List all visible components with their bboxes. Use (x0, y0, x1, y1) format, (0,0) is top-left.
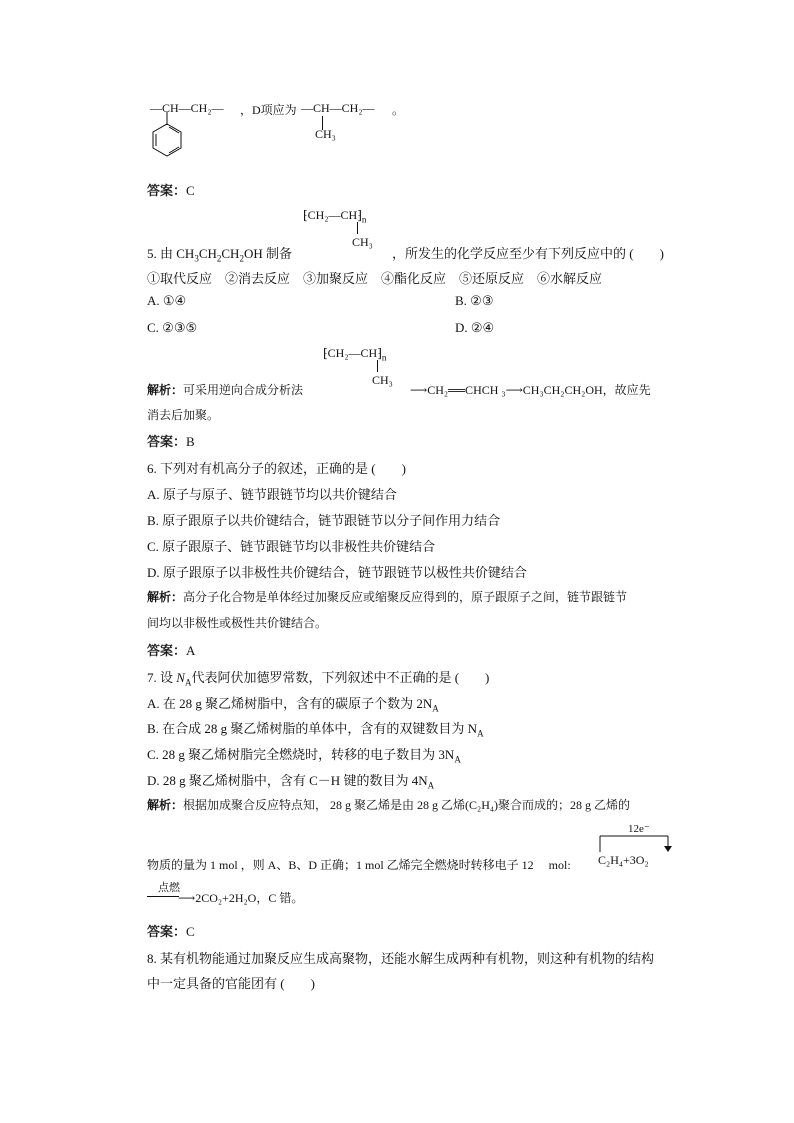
q5-analysis-line1: 解析：可采用逆向合成分析法 (147, 383, 304, 397)
q6-option-a: A. 原子与原子、链节跟链节均以共价键结合 (147, 487, 397, 502)
answer-value: C (186, 183, 195, 198)
q7-option-d: D. 28 g 聚乙烯树脂中，含有 C－H 键的数目为 $4N_A$ (147, 773, 435, 791)
q7-option-a: A. 在 28 g 聚乙烯树脂中，含有的碳原子个数为 $2N_A$ (147, 696, 439, 714)
top-ch3: CH₃ (315, 127, 336, 141)
answer-q7 (147, 921, 195, 940)
q7-analysis-line2: 物质的量为 1 mol ，则 A、B、D 正确；1 mol 乙烯完全燃烧时转移电子 12 mol: (147, 858, 571, 872)
q5-option-a: A. ①④ (147, 293, 187, 308)
answer-top (147, 180, 195, 199)
q6-stem: 6. 下列对有机高分子的叙述，正确的是 ( ) (147, 461, 406, 476)
q7-analysis-line1: 解析：根据加成聚合反应特点知， 28 g 聚乙烯是由 28 g 乙烯(C₂H₄)聚合而成的；28 g 乙烯的 (147, 798, 631, 812)
q6-analysis-line2: 间均以非极性或极性共价键结合。 (147, 616, 328, 630)
q7-equation-left: C₂H₄+3O₂ (598, 853, 649, 867)
q5-option-d: D. ②④ (455, 320, 495, 335)
answer-q5 (147, 431, 195, 450)
q8-stem-line1: 8. 某有机物能通过加聚反应生成高聚物，还能水解生成两种有机物，则这种有机物的结构 (147, 951, 655, 966)
q5-jx-polymer-ch3: CH₃ (372, 373, 393, 387)
q6-option-c: C. 原子跟原子、链节跟链节均以非极性共价键结合 (147, 539, 436, 554)
q8-stem-line2: 中一定具备的官能团有 ( ) (147, 976, 315, 991)
q5-reactions: ①取代反应 ②消去反应 ③加聚反应 ④酯化反应 ⑤还原反应 ⑥水解反应 (147, 271, 603, 286)
q5-analysis-line1b: ⟶CH₂══CHCH ₃⟶CH₃CH₂CH₂OH，故应先 (410, 383, 651, 397)
answer-value: A (186, 643, 196, 658)
q5-polymer-top: $⁅CH_2—CH⁆_n$ (303, 208, 367, 225)
q5-stem: 5. 由 $CH_3CH_2CH_2OH$ 制备 (147, 246, 292, 264)
top-period: 。 (392, 103, 405, 117)
analysis-label: 解析： (147, 798, 184, 812)
q6-option-b: B. 原子跟原子以共价键结合，链节跟链节以分子间作用力结合 (147, 513, 501, 528)
q5-polymer-bond (357, 222, 358, 234)
q5-analysis-line2: 消去后加聚。 (147, 408, 220, 422)
q7-equation-right: ⟶2CO₂+2H₂O，C 错。 (178, 891, 304, 905)
q5-option-c: C. ②③⑤ (147, 320, 198, 335)
q7-stem: 7. 设 $N_A$代表阿伏加德罗常数，下列叙述中不正确的是 ( ) (147, 670, 490, 688)
top-chain-left: —CH—CH₂— (150, 101, 224, 115)
electron-transfer-arrow-icon (596, 834, 676, 854)
q7-option-c: C. 28 g 聚乙烯树脂完全燃烧时，转移的电子数目为 $3N_A$ (147, 747, 461, 765)
q5-polymer-ch3: CH₃ (352, 235, 373, 249)
answer-label: 答案： (147, 434, 187, 449)
q7-ignite-line (147, 896, 179, 897)
answer-label: 答案： (147, 183, 187, 198)
answer-label: 答案： (147, 643, 187, 658)
q6-analysis-line1: 解析：高分子化合物是单体经过加聚反应或缩聚反应得到的，原子跟原子之间，链节跟链节 (147, 590, 628, 604)
q5-option-b: B. ②③ (455, 293, 494, 308)
q7-ignite-label: 点燃 (158, 882, 180, 894)
q6-option-d: D. 原子跟原子以非极性共价键结合，链节跟链节以极性共价键结合 (147, 565, 527, 580)
top-d-text: ，D项应为 (240, 103, 297, 117)
analysis-label: 解析： (147, 383, 184, 397)
benzene-ring-icon (148, 112, 188, 164)
top-chain-right: —CH—CH₂— (301, 101, 375, 115)
answer-q6 (147, 640, 195, 659)
q5-jx-polymer-bond (377, 360, 378, 372)
answer-value: C (186, 924, 195, 939)
q5-jx-polymer-top: $⁅CH_2—CH⁆_n$ (323, 346, 387, 363)
analysis-label: 解析： (147, 590, 184, 604)
answer-value: B (186, 434, 195, 449)
q5-stem-tail: ，所发生的化学反应至少有下列反应中的 ( ) (392, 246, 664, 261)
answer-label: 答案： (147, 924, 187, 939)
q7-option-b: B. 在合成 28 g 聚乙烯树脂的单体中，含有的双键数目为 $N_A$ (147, 721, 484, 739)
q7-electrons-label: 12e⁻ (628, 823, 650, 835)
